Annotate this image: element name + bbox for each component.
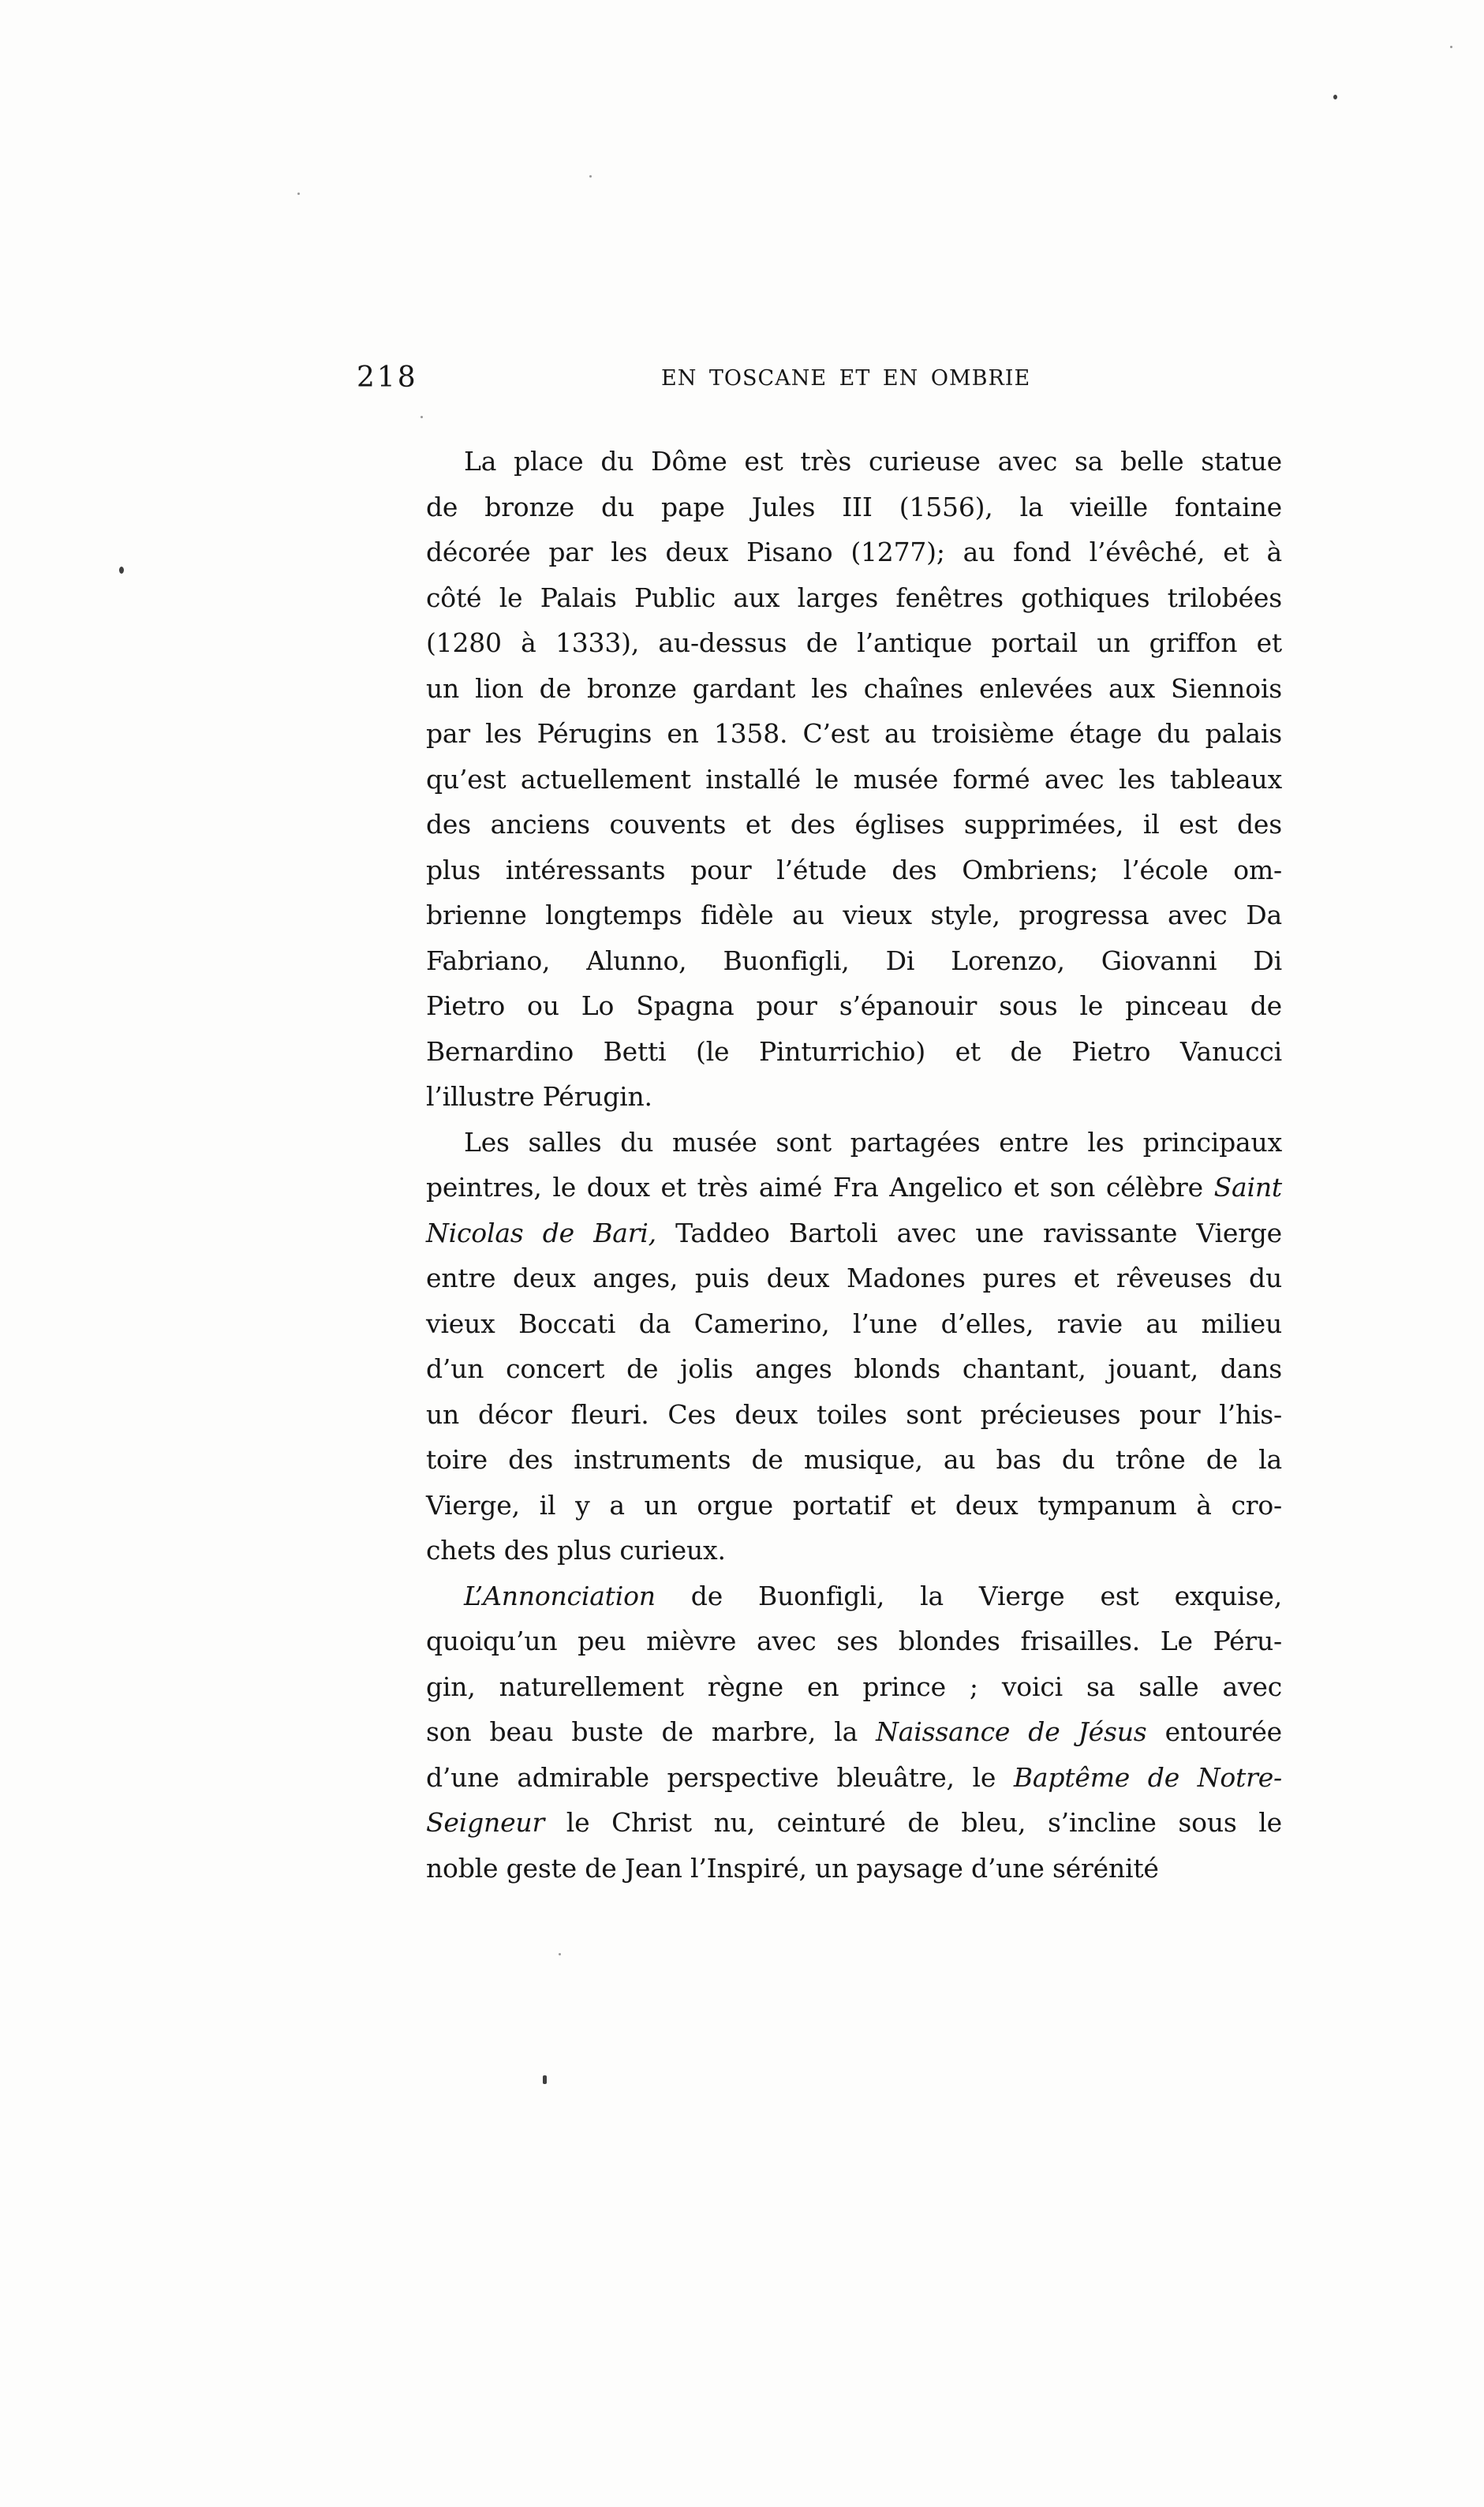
text-line: chets des plus curieux. xyxy=(426,1535,726,1566)
italic-artwork-title: L’Annonciation xyxy=(464,1580,656,1611)
text-line: son beau buste de marbre, la Naissance de Jésus entourée xyxy=(426,1716,1283,1747)
text-line: Fabriano, Alunno, Buonfigli, Di Lorenzo, Giovanni Di xyxy=(426,945,1282,976)
text-line: qu’est actuellement installé le musée formé avec les tableaux xyxy=(426,763,1282,795)
text-line: peintres, le doux et très aimé Fra Angelico et son célèbre Saint xyxy=(426,1172,1282,1203)
text-line: l’illustre Pérugin. xyxy=(426,1081,652,1112)
text-line: toire des instruments de musique, au bas du trône de la xyxy=(426,1444,1282,1475)
text-line: Nicolas de Bari, Taddeo Bartoli avec une ravissante Vierge xyxy=(426,1217,1282,1248)
italic-artwork-title: Baptême de Notre- xyxy=(1013,1761,1282,1793)
body-text-block xyxy=(426,439,1282,1891)
running-title: EN TOSCANE ET EN OMBRIE xyxy=(661,366,1031,391)
ink-speck xyxy=(297,193,300,195)
text-line: plus intéressants pour l’étude des Ombriens; l’école om- xyxy=(426,854,1282,885)
ink-speck xyxy=(1333,95,1337,99)
text-line: brienne longtemps fidèle au vieux style, progressa avec Da xyxy=(426,900,1282,930)
paragraph xyxy=(426,439,1282,1120)
paragraph xyxy=(426,1120,1282,1573)
italic-artwork-title: Saint xyxy=(1213,1172,1282,1203)
text-line: Bernardino Betti (le Pinturrichio) et de Pietro Vanucci xyxy=(426,1035,1282,1067)
text-line: Pietro ou Lo Spagna pour s’épanouir sous le pinceau de xyxy=(426,990,1282,1021)
text-line: côté le Palais Public aux larges fenêtres gothiques trilobées xyxy=(426,582,1282,613)
text-line: noble geste de Jean l’Inspiré, un paysage d’une sérénité xyxy=(426,1852,1159,1884)
text-line: La place du Dôme est très curieuse avec sa belle statue xyxy=(464,446,1282,477)
italic-artwork-title: Naissance de Jésus xyxy=(876,1716,1147,1747)
ink-speck xyxy=(119,567,124,574)
text-line: un lion de bronze gardant les chaînes enlevées aux Siennois xyxy=(426,672,1282,704)
text-line: L’Annonciation de Buonfigli, la Vierge est exquise, xyxy=(464,1580,1282,1611)
text-line: d’une admirable perspective bleuâtre, le Baptême de Notre- xyxy=(426,1761,1282,1793)
italic-artwork-title: Seigneur xyxy=(426,1807,545,1838)
text-line: vieux Boccati da Camerino, l’une d’elles, ravie au milieu xyxy=(426,1308,1282,1339)
ink-speck xyxy=(421,416,423,418)
ink-speck xyxy=(543,2075,547,2084)
text-line: Vierge, il y a un orgue portatif et deux tympanum à cro- xyxy=(426,1489,1282,1521)
text-line: entre deux anges, puis deux Madones pures et rêveuses du xyxy=(426,1263,1282,1293)
text-line: par les Pérugins en 1358. C’est au troisième étage du palais xyxy=(426,718,1282,749)
page-number: 218 xyxy=(357,361,418,394)
ink-speck xyxy=(1450,46,1452,48)
text-line: Les salles du musée sont partagées entre les principaux xyxy=(464,1126,1282,1158)
text-line: Seigneur le Christ nu, ceinturé de bleu, s’incline sous le xyxy=(426,1807,1282,1838)
ink-speck xyxy=(559,1953,561,1955)
text-line: gin, naturellement règne en prince ; voici sa salle avec xyxy=(426,1671,1282,1702)
italic-artwork-title: Nicolas de Bari, xyxy=(426,1217,656,1248)
text-line: décorée par les deux Pisano (1277); au fond l’évêché, et à xyxy=(426,537,1282,567)
ink-speck xyxy=(589,175,592,178)
text-line: (1280 à 1333), au-dessus de l’antique portail un griffon et xyxy=(426,627,1282,658)
text-line: des anciens couvents et des églises supprimées, il est des xyxy=(426,809,1282,840)
text-line: d’un concert de jolis anges blonds chantant, jouant, dans xyxy=(426,1353,1282,1384)
paragraph xyxy=(426,1573,1282,1891)
text-line: quoiqu’un peu mièvre avec ses blondes frisailles. Le Péru- xyxy=(426,1626,1282,1656)
text-line: un décor fleuri. Ces deux toiles sont précieuses pour l’his- xyxy=(426,1398,1282,1430)
text-line: de bronze du pape Jules III (1556), la vieille fontaine xyxy=(426,491,1282,522)
